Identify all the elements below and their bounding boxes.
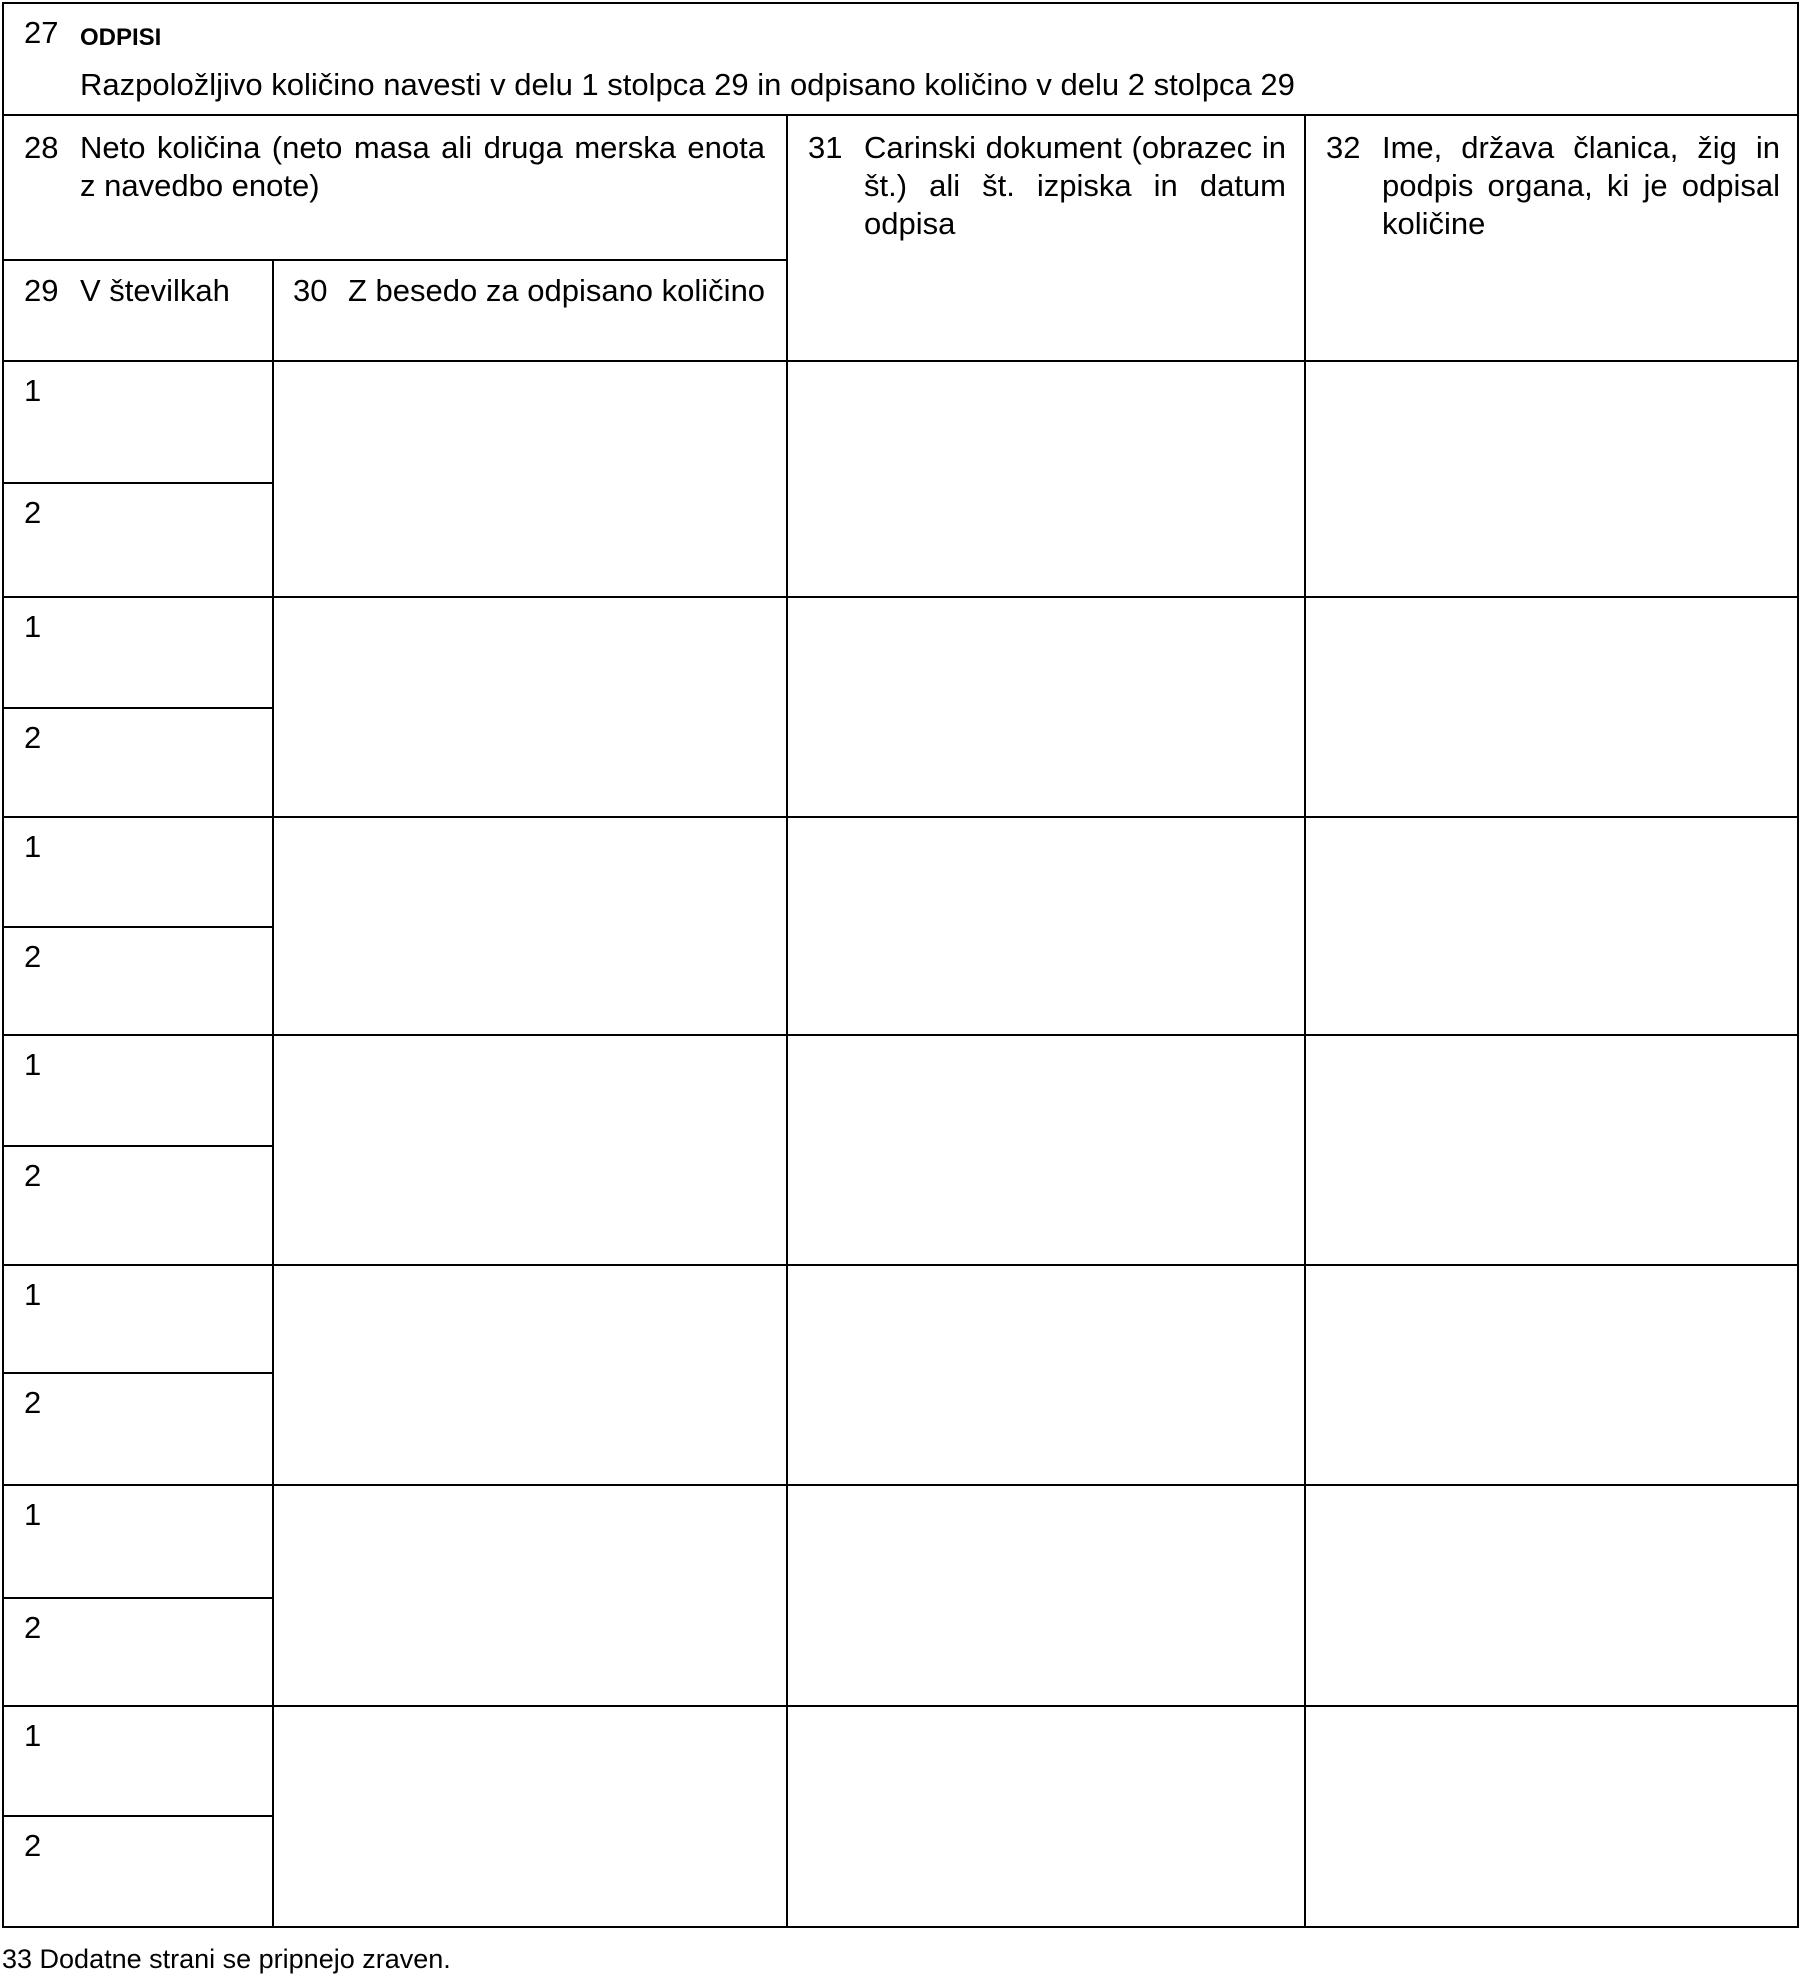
entry-part-2-label: 2 [24,1158,42,1193]
entry-part-2-label: 2 [24,495,42,530]
box27-instruction: Razpoložljivo količino navesti v delu 1 stolpca 29 in odpisano količino v delu 2 stolpca 29 [80,67,1295,102]
entry-row-top-line [2,1034,1799,1036]
entry-row-part-divider [2,1372,272,1374]
col31-32-divider [1304,114,1306,1926]
entry-part-2-label: 2 [24,720,42,755]
box28-label: Neto količina (neto masa ali druga merska enota z navedbo enote) [80,130,765,203]
entry-part-1-label: 1 [24,609,42,644]
box28-bottom-line [2,259,787,261]
box29-number: 29 [24,273,59,308]
entry-row-top-line [2,596,1799,598]
box31-number: 31 [808,130,843,165]
entry-row-top-line [2,1484,1799,1486]
entry-part-2-label: 2 [24,1385,42,1420]
footer-note: 33 Dodatne strani se pripnejo zraven. [2,1944,451,1974]
frame-top-line [2,2,1799,4]
entry-part-1-label: 1 [24,1277,42,1312]
entry-part-2-label: 2 [24,1828,42,1863]
entry-row-part-divider [2,1597,272,1599]
entry-row-top-line [2,1705,1799,1707]
col30-31-divider [786,114,788,1926]
frame-left-line [2,2,4,1926]
entry-row-part-divider [2,482,272,484]
box29-label: V številkah [80,273,230,308]
entry-part-2-label: 2 [24,1610,42,1645]
entry-row-top-line [2,816,1799,818]
entry-part-1-label: 1 [24,1718,42,1753]
write-off-form [2,2,1799,1926]
entry-row-part-divider [2,1145,272,1147]
box27-title: ODPISI [80,24,162,51]
entry-part-1-label: 1 [24,829,42,864]
box30-number: 30 [293,273,328,308]
box30-label: Z besedo za odpisano količino [348,273,766,308]
entry-row-top-line [2,360,1799,362]
entry-part-1-label: 1 [24,1047,42,1082]
frame-bottom-line [2,1926,1799,1928]
box27-number: 27 [24,15,59,50]
box32-label: Ime, država članica, žig in podpis organa, ki je odpisal količine [1382,130,1780,241]
entry-part-1-label: 1 [24,1497,42,1532]
box27-bottom-line [2,114,1799,116]
box31-label: Carinski dokument (obrazec in št.) ali št. izpiska in datum odpisa [864,130,1286,241]
entry-row-part-divider [2,707,272,709]
entry-part-1-label: 1 [24,373,42,408]
entry-part-2-label: 2 [24,939,42,974]
box32-number: 32 [1326,130,1361,165]
entry-row-top-line [2,1264,1799,1266]
box28-number: 28 [24,130,59,165]
entry-row-part-divider [2,1815,272,1817]
entry-row-part-divider [2,926,272,928]
frame-right-line [1797,2,1799,1926]
col29-30-divider [272,259,274,1926]
